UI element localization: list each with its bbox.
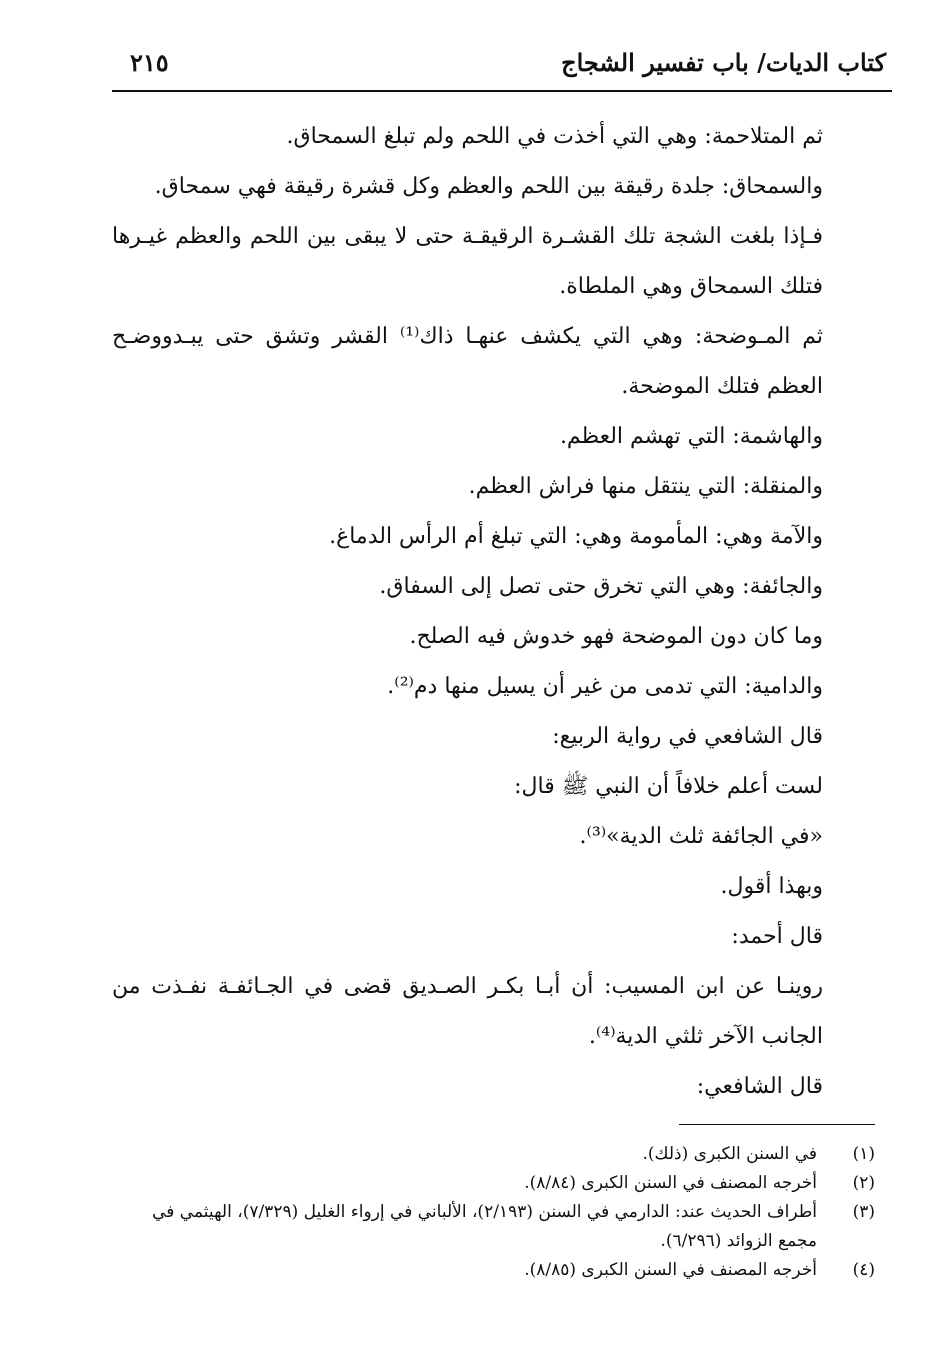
footnote-number: (١) — [852, 1144, 875, 1164]
footnotes — [112, 1140, 875, 1285]
footnote — [112, 1169, 875, 1198]
page-header — [112, 40, 892, 92]
paragraph: لست أعلم خلافاً أن النبي ﷺ قال: — [514, 774, 823, 799]
paragraph: وبهذا أقول. — [720, 874, 823, 899]
main-text — [112, 112, 875, 1112]
paragraph: والآمة وهي: المأمومة وهي: التي تبلغ أم الرأس الدماغ. — [329, 524, 823, 549]
footnote-number: (٢) — [852, 1173, 875, 1193]
footnote — [112, 1198, 875, 1256]
page-number: ٢١٥ — [130, 48, 169, 77]
footnote-number: (٤) — [852, 1260, 875, 1280]
paragraph: والدامية: التي تدمى من غير أن يسيل منها دم⁽²⁾. — [387, 674, 823, 699]
running-title: كتاب الديات/ باب تفسير الشجاج — [561, 48, 886, 77]
footnote-number: (٣) — [852, 1202, 875, 1222]
paragraph: «في الجائفة ثلث الدية»⁽³⁾. — [579, 824, 823, 849]
footnote-separator — [679, 1124, 875, 1125]
paragraph: والمنقلة: التي ينتقل منها فراش العظم. — [468, 474, 823, 499]
footnote-text: أخرجه المصنف في السنن الكبرى (٨/٨٤). — [524, 1173, 817, 1193]
footnote-text: في السنن الكبرى (ذلك). — [642, 1144, 817, 1164]
paragraph: قال أحمد: — [731, 924, 823, 949]
paragraph: والهاشمة: التي تهشم العظم. — [559, 424, 823, 449]
paragraph: فـإذا بلغت الشجة تلك القشـرة الرقيقـة حتى لا يبقى بين اللحم والعظم غيـرها فتلك السمحاق وهي الملطاة. — [112, 224, 823, 299]
footnote-text: أخرجه المصنف في السنن الكبرى (٨/٨٥). — [524, 1260, 817, 1280]
paragraph: قال الشافعي في رواية الربيع: — [552, 724, 823, 749]
paragraph: والجائفة: وهي التي تخرق حتى تصل إلى السفاق. — [379, 574, 823, 599]
footnote — [112, 1256, 875, 1285]
paragraph: روينـا عن ابن المسيب: أن أبـا بكـر الصـديق قضى في الجـائفـة نفـذت من الجانب الآخر ثلثي الدية⁽⁴⁾. — [112, 974, 823, 1049]
paragraph: وما كان دون الموضحة فهو خدوش فيه الصلح. — [409, 624, 823, 649]
footnote — [112, 1140, 875, 1169]
paragraph: والسمحاق: جلدة رقيقة بين اللحم والعظم وكل قشرة رقيقة فهي سمحاق. — [154, 174, 823, 199]
paragraph: قال الشافعي: — [696, 1074, 823, 1099]
paragraph: ثم المـوضحة: وهي التي يكشف عنهـا ذاك⁽¹⁾ القشر وتشق حتى يبـدووضـح العظم فتلك الموضحة. — [112, 324, 823, 399]
footnote-text: أطراف الحديث عند: الدارمي في السنن (٢/١٩٣)، الألباني في إرواء الغليل (٧/٣٢٩)، الهيثمي في مجمع الزوائد (٦/٢٩٦). — [152, 1202, 817, 1251]
paragraph: ثم المتلاحمة: وهي التي أخذت في اللحم ولم تبلغ السمحاق. — [286, 124, 823, 149]
